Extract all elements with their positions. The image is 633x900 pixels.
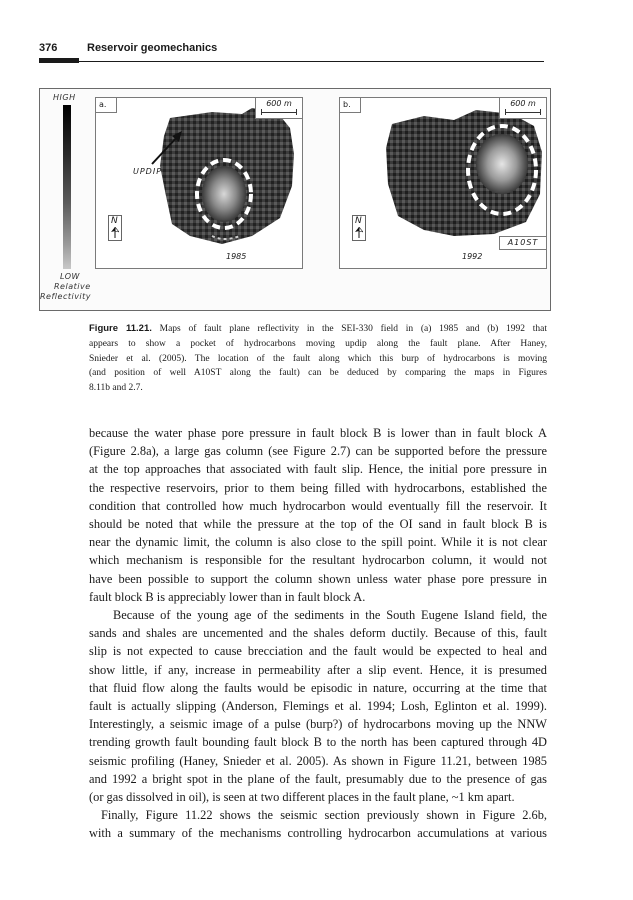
text-line: Interestingly, a seismic image of a pulse (burp?) of hydrocarbons moving up the NNW (89, 717, 547, 732)
well-label: A10ST (499, 236, 546, 250)
text-line: because the water phase pore pressure in fault block B is lower than in fault block A (89, 426, 547, 440)
body-text (89, 424, 547, 843)
text-line: show little, if any, increase in permeability after a slip event. Hence, it is presumed (89, 662, 547, 677)
caption-line (89, 322, 547, 337)
reflectivity-scale-high-label: HIGH (53, 93, 76, 102)
header-rule-accent (39, 58, 79, 63)
north-arrow (352, 215, 366, 241)
caption-line: Snieder et al. (2005). The location of the fault along which this burp of hydrocarbons is moving (89, 353, 547, 364)
caption-label: Figure 11.21. (89, 323, 152, 334)
map-panel-b (339, 97, 547, 269)
text-line: Finally, Figure 11.22 shows the seismic section previously shown in Figure 2.6b, (101, 808, 547, 823)
north-letter: N (355, 216, 362, 226)
text-line: with a summary of the mechanisms controlling hydrocarbon accumulations at various (89, 826, 547, 841)
reflectivity-map-1992 (384, 104, 546, 254)
scale-bar-line (261, 112, 297, 113)
text-line: near the dynamic limit, the column is also close to the spill point. While it is not clear (89, 535, 547, 550)
figure-caption (89, 322, 547, 396)
header-rule (79, 61, 544, 62)
updip-arrow-icon (148, 128, 188, 168)
reflectivity-scale-low-label: LOW (60, 272, 80, 281)
caption-line: (and position of well A10ST along the fault) can be deduced by comparing the maps in Figures (89, 368, 547, 379)
running-title: Reservoir geomechanics (87, 42, 218, 54)
text-line: trending growth fault bounding fault block B to the north has been captured through 4D (89, 735, 547, 750)
text-line: have been possible to support the column shown unless water phase pore pressure in (89, 571, 547, 586)
paragraph-3 (89, 806, 547, 842)
panel-letter: b. (340, 98, 361, 113)
text-line: at the top approaches that associated with fault slip. Hence, the initial pore pressure in (89, 462, 547, 477)
text-line: fault block B is appreciably lower than in fault block A. (89, 589, 366, 604)
north-arrow-icon (355, 227, 363, 238)
reflectivity-map-1985 (112, 106, 302, 256)
text-line: which mechanism is responsible for the resultant hydrocarbon column, it would not (89, 553, 547, 568)
reflectivity-scale-relative-label: Relative (54, 282, 91, 291)
scale-bar-line (505, 112, 541, 113)
scale-label: 600 m (266, 99, 292, 108)
caption-line-text: Maps of fault plane reflectivity in the SEI-330 field in (a) 1985 and (b) 1992 that (159, 324, 548, 334)
page-header (39, 40, 544, 62)
text-line: (Figure 2.8a), a large gas column (see Figure 2.7) can be supported before the pressure (89, 444, 547, 459)
north-letter: N (111, 216, 118, 226)
text-line: Because of the young age of the sediments in the South Eugene Island field, the (113, 608, 547, 623)
updip-label: UPDIP (133, 167, 163, 176)
map-panel-a (95, 97, 303, 269)
text-line: that fluid flow along the faults would be episodic in nature, occurring at the time that (89, 680, 547, 695)
text-line: condition that controlled how much hydrocarbon would eventually fill the reservoir. It (89, 498, 547, 513)
north-arrow (108, 215, 122, 241)
text-line: seismic profiling (Haney, Snieder et al. 2005). As shown in Figure 11.21, between 1985 (89, 753, 547, 768)
paragraph-1 (89, 424, 547, 606)
caption-line: 8.11b and 2.7. (89, 383, 143, 394)
text-line: the respective reservoirs, prior to them being filled with hydrocarbons, established the (89, 480, 547, 495)
panel-letter: a. (96, 98, 117, 113)
text-line: should be noted that while the pressure at the top of the OI sand in fault block B is (89, 517, 547, 532)
paragraph-2 (89, 606, 547, 806)
text-line: (or gas dissolved in oil), is seen at two different places in the fault plane, ~1 km apart. (89, 790, 515, 805)
figure-11-21 (39, 88, 551, 311)
reflectivity-scale-bar (63, 105, 71, 269)
page-number: 376 (39, 42, 58, 54)
text-line: sands and shales are uncemented and the shales deform ductily. Because of this, fault (89, 626, 547, 641)
map-scale (499, 98, 546, 119)
text-line: and 1992 a bright spot in the plane of the fault, presumably due to the presence of gas (89, 771, 547, 786)
map-scale (255, 98, 302, 119)
scale-label: 600 m (510, 99, 536, 108)
text-line: slip is not expected to cause brecciation and the fault would be expected to heal and (89, 644, 547, 659)
text-line: fault is actually slipping (Anderson, Flemings et al. 1994; Losh, Eglinton et al. 1999). (89, 699, 547, 714)
caption-line: appears to show a pocket of hydrocarbons moving updip along the fault plane. After Haney, (89, 338, 547, 349)
map-year: 1985 (226, 252, 247, 261)
north-arrow-icon (111, 227, 119, 238)
reflectivity-scale-reflectivity-label: Reflectivity (40, 292, 92, 301)
map-year: 1992 (462, 252, 483, 261)
